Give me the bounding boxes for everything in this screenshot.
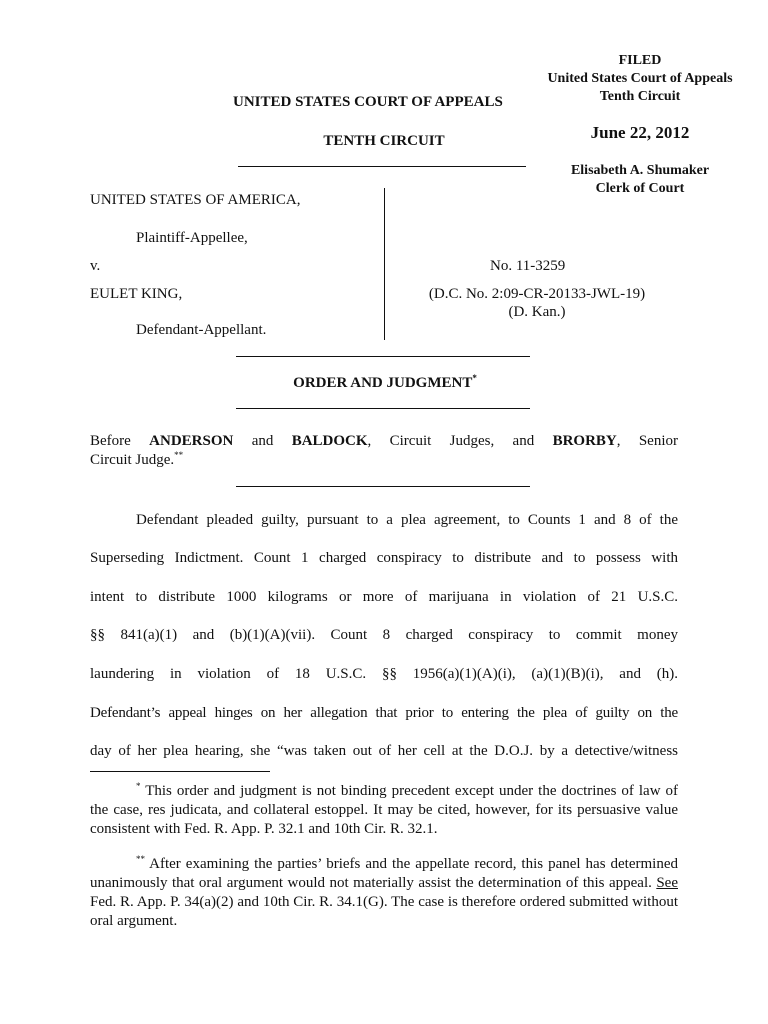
stamp-court: United States Court of Appeals	[547, 71, 733, 86]
panel-mid: , Circuit Judges, and	[367, 433, 535, 449]
footnote-2-text-before: After examining the parties’ briefs and the appellate record, this panel has determined unanimously that oral argument would not materially assist the determination of this appeal.	[90, 856, 678, 891]
footnote-2-see: See	[656, 875, 678, 891]
clerk-name: Elisabeth A. Shumaker	[570, 163, 710, 178]
plaintiff-name: UNITED STATES OF AMERICA,	[90, 192, 301, 208]
judge-anderson: ANDERSON	[149, 433, 234, 449]
defendant-role: Defendant-Appellant.	[136, 322, 267, 338]
panel-line-2	[90, 452, 183, 469]
panel-line-1	[90, 433, 678, 450]
versus-label: v.	[90, 258, 101, 274]
order-title-footnote-mark: *	[472, 373, 477, 383]
circuit-title: TENTH CIRCUIT	[323, 133, 445, 149]
judge-baldock: BALDOCK	[291, 433, 368, 449]
plaintiff-role: Plaintiff-Appellee,	[136, 230, 248, 246]
header-rule	[238, 166, 526, 167]
clerk-title: Clerk of Court	[595, 181, 685, 196]
footnote-2	[90, 855, 678, 931]
footnote-1-text: This order and judgment is not binding precedent except under the doctrines of law of the case, res judicata, and collateral estoppel. It may be cited, however, for its persuasive value consistent with Fed. R. App. P. 32.1 and 10th Cir. R. 32.1.	[90, 783, 678, 837]
panel-circuit-judge: Circuit Judge.	[90, 452, 175, 468]
order-title-text: ORDER AND JUDGMENT	[293, 375, 473, 391]
court-title: UNITED STATES COURT OF APPEALS	[233, 94, 503, 110]
body-line-1: Defendant pleaded guilty, pursuant to a plea agreement, to Counts 1 and 8 of the	[136, 512, 678, 528]
footnote-2-text-after: Fed. R. App. P. 34(a)(2) and 10th Cir. R. 34.1(G). The case is therefore ordered submitted without oral argument.	[90, 894, 678, 929]
body-line-4: §§ 841(a)(1) and (b)(1)(A)(vii). Count 8 charged conspiracy to commit money	[90, 627, 678, 643]
district-court: (D. Kan.)	[508, 304, 566, 320]
defendant-name: EULET KING,	[90, 286, 183, 302]
footnote-1-mark: *	[136, 781, 141, 791]
order-title	[90, 375, 680, 392]
judge-brorby: BRORBY	[552, 433, 617, 449]
stamp-circuit: Tenth Circuit	[599, 89, 681, 104]
panel-before: Before	[90, 433, 131, 449]
footnote-rule	[90, 771, 270, 772]
body-line-6: Defendant’s appeal hinges on her allegation that prior to entering the plea of guilty on the	[90, 705, 678, 721]
panel-and: and	[251, 433, 274, 449]
caption-rule	[236, 356, 530, 357]
footnote-2-mark: **	[136, 854, 145, 864]
panel-footnote-mark: **	[174, 450, 184, 460]
body-line-5: laundering in violation of 18 U.S.C. §§ 1956(a)(1)(A)(i), (a)(1)(B)(i), and (h).	[90, 666, 678, 682]
district-case-number: (D.C. No. 2:09-CR-20133-JWL-19)	[428, 286, 646, 302]
title-rule	[236, 408, 530, 409]
panel-rule	[236, 486, 530, 487]
footnote-1	[90, 782, 678, 839]
panel-senior: , Senior	[616, 433, 679, 449]
body-line-2: Superseding Indictment. Count 1 charged conspiracy to distribute and to possess with	[90, 550, 678, 566]
filed-date: June 22, 2012	[590, 123, 690, 142]
body-line-7: day of her plea hearing, she “was taken out of her cell at the D.O.J. by a detective/witness	[90, 743, 678, 759]
clerk-block	[520, 162, 760, 198]
caption-divider	[384, 188, 385, 340]
case-number: No. 11-3259	[490, 258, 566, 274]
filed-label: FILED	[618, 53, 662, 68]
body-line-3: intent to distribute 1000 kilograms or more of marijuana in violation of 21 U.S.C.	[90, 589, 678, 605]
